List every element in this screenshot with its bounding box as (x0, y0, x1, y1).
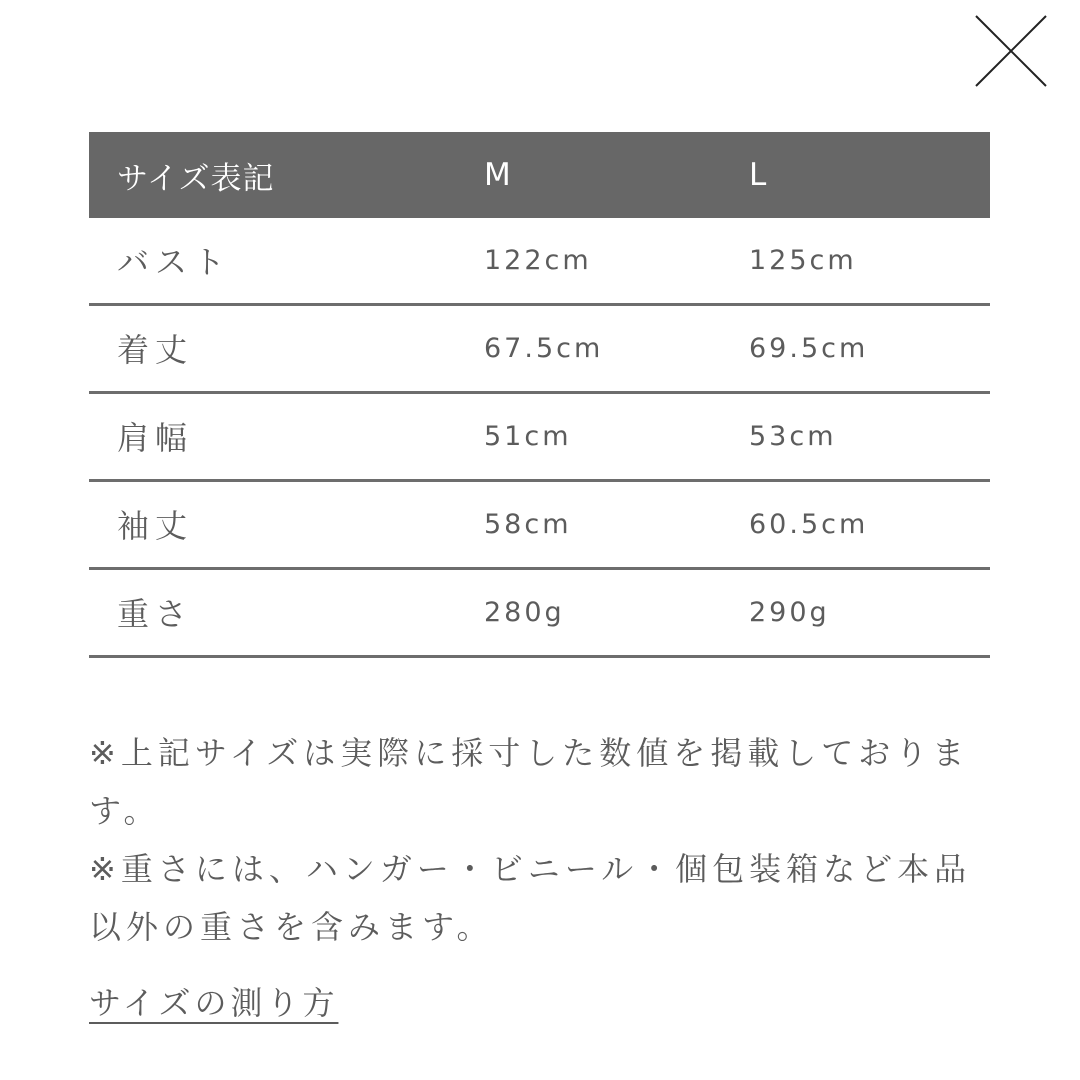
close-icon (970, 10, 1054, 94)
row-label: 肩幅 (117, 419, 194, 457)
value-m: 51cm (484, 420, 572, 452)
value-l: 69.5cm (749, 332, 869, 364)
table-row (89, 218, 990, 304)
close-button[interactable] (970, 10, 1054, 94)
table-header-row (89, 132, 990, 218)
value-l: 125cm (749, 244, 857, 276)
header-size-label: サイズ表記 (117, 160, 275, 197)
size-table (89, 132, 990, 658)
header-size-m: M (484, 157, 512, 193)
value-l: 53cm (749, 420, 837, 452)
row-label: 着丈 (117, 331, 194, 369)
row-label: 袖丈 (117, 507, 194, 545)
size-notes (89, 724, 989, 956)
row-label: バスト (117, 243, 232, 282)
value-l: 290g (749, 596, 830, 628)
table-row (89, 304, 990, 392)
table-row (89, 392, 990, 480)
table-row (89, 480, 990, 568)
table-row (89, 568, 990, 656)
row-label: 重さ (117, 595, 194, 633)
header-size-l: L (749, 157, 768, 193)
note-weight: ※重さには、ハンガー・ビニール・個包装箱など本品以外の重さを含みます。 (89, 850, 972, 946)
value-m: 67.5cm (484, 332, 604, 364)
how-to-measure-link[interactable]: サイズの測り方 (89, 984, 339, 1022)
value-l: 60.5cm (749, 508, 869, 540)
value-m: 58cm (484, 508, 572, 540)
value-m: 122cm (484, 244, 592, 276)
value-m: 280g (484, 596, 565, 628)
note-measurement: ※上記サイズは実際に採寸した数値を掲載しております。 (89, 734, 970, 830)
